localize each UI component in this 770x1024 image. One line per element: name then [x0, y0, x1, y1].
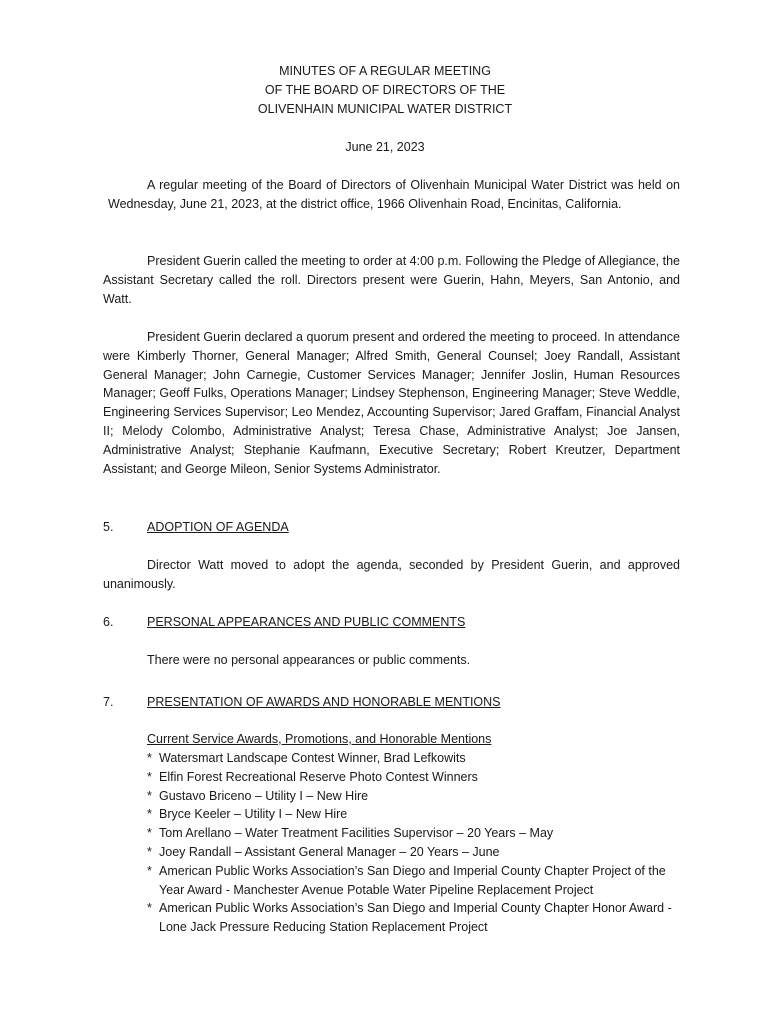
award-item-text: Bryce Keeler – Utility I – New Hire	[159, 807, 348, 822]
list-item	[147, 843, 682, 862]
list-item	[147, 824, 682, 843]
section-5-body	[103, 556, 680, 594]
section-6-number: 6.	[103, 615, 114, 629]
award-item-text: American Public Works Association’s San Diego and Imperial County Chapter Honor Award - Lone Jack Pressure Reducing Station Replacement Project	[159, 901, 672, 935]
award-item-text: Tom Arellano – Water Treatment Facilities Supervisor – 20 Years – May	[159, 826, 554, 841]
award-item-text: Watersmart Landscape Contest Winner, Brad Lefkowits	[159, 751, 466, 765]
list-item	[147, 805, 682, 824]
list-item	[147, 768, 682, 787]
roll-call-paragraph	[103, 252, 680, 308]
award-item-text: Elfin Forest Recreational Reserve Photo Contest Winners	[159, 769, 478, 784]
intro-paragraph-text: A regular meeting of the Board of Directors of Olivenhain Municipal Water District was held on Wednesday, June 21, 2023, at the district office, 1966 Olivenhain Road, Encinitas, California.	[108, 178, 680, 211]
award-item-text: American Public Works Association’s San Diego and Imperial County Chapter Project of the Year Award - Manchester Avenue Potable Water Pipeline Replacement Project	[159, 863, 666, 897]
bullet-marker: *	[147, 807, 152, 822]
bullet-marker: *	[147, 769, 152, 784]
section-6-body: There were no personal appearances or public comments.	[147, 653, 471, 667]
list-item	[147, 862, 682, 900]
intro-paragraph	[108, 176, 680, 214]
section-7-number: 7.	[103, 695, 114, 709]
list-item	[147, 749, 682, 768]
awards-list	[147, 749, 682, 937]
title-line-2: OF THE BOARD OF DIRECTORS OF THE	[264, 83, 506, 97]
list-item	[147, 787, 682, 806]
bullet-marker: *	[147, 901, 152, 916]
attendance-paragraph	[103, 328, 680, 478]
section-6-title: PERSONAL APPEARANCES AND PUBLIC COMMENTS	[147, 615, 466, 629]
list-item	[147, 899, 682, 937]
roll-call-paragraph-text: President Guerin called the meeting to order at 4:00 p.m. Following the Pledge of Allegiance, the Assistant Secretary called the roll. Directors present were Guerin, Hahn, Meyers, San Antonio, and Watt.	[103, 254, 680, 306]
bullet-marker: *	[147, 788, 152, 803]
award-item-text: Joey Randall – Assistant General Manager – 20 Years – June	[159, 844, 500, 859]
bullet-marker: *	[147, 751, 152, 765]
section-5-title: ADOPTION OF AGENDA	[147, 520, 289, 534]
bullet-marker: *	[147, 844, 152, 859]
title-line-3: OLIVENHAIN MUNICIPAL WATER DISTRICT	[257, 102, 513, 116]
section-5-body-text: Director Watt moved to adopt the agenda, seconded by President Guerin, and approved unanimously.	[103, 558, 680, 591]
section-5-number: 5.	[103, 520, 114, 534]
attendance-paragraph-text: President Guerin declared a quorum present and ordered the meeting to proceed. In attendance were Kimberly Thorner, General Manager; Alfred Smith, General Counsel; Joey Randall, Assistant General Manager; John Carnegie, Customer Services Manager; Jennifer Joslin, Human Resources Manager; Geoff Fulks, Operations Manager; Lindsey Stephenson, Engineering Manager; Steve Weddle, Engineering Services Supervisor; Leo Mendez, Accounting Supervisor; Jared Graffam, Financial Analyst II; Melody Colombo, Administrative Analyst; Teresa Chase, Administrative Analyst; Joe Jansen, Administrative Analyst; Stephanie Kaufmann, Executive Secretary; Robert Kreutzer, Department Assistant; and George Mileon, Senior Systems Administrator.	[103, 330, 680, 476]
awards-subheading: Current Service Awards, Promotions, and Honorable Mentions	[147, 732, 492, 746]
section-7-title: PRESENTATION OF AWARDS AND HONORABLE MENTIONS	[147, 695, 501, 709]
bullet-marker: *	[147, 826, 152, 841]
award-item-text: Gustavo Briceno – Utility I – New Hire	[159, 788, 369, 803]
bullet-marker: *	[147, 863, 152, 878]
meeting-date: June 21, 2023	[345, 140, 425, 154]
title-line-1: MINUTES OF A REGULAR MEETING	[279, 64, 491, 78]
